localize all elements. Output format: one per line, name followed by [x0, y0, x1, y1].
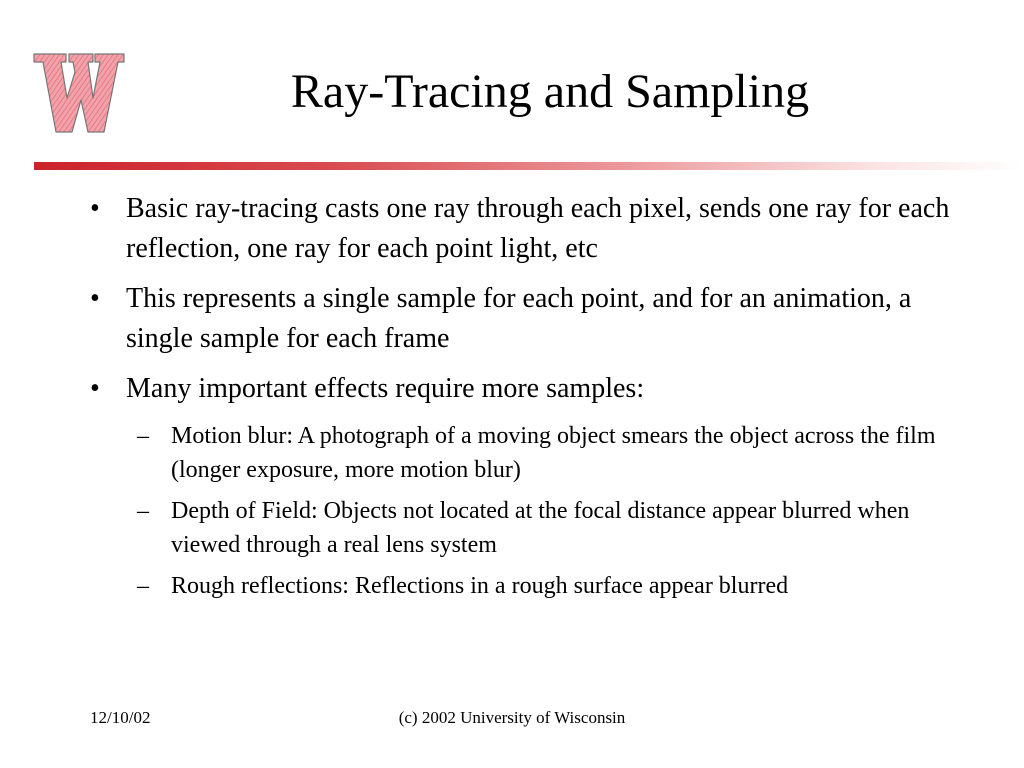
footer-copyright: (c) 2002 University of Wisconsin — [398, 708, 626, 727]
bullet-text: This represents a single sample for each point, and for an animation, a single sample for each frame — [126, 283, 912, 354]
sub-bullet-text: Motion blur: A photograph of a moving object smears the object across the film (longer exposure, more motion blur) — [171, 423, 936, 483]
sub-bullet-item — [84, 494, 964, 562]
sub-bullet-marker: – — [137, 423, 149, 449]
bullet-item — [84, 369, 964, 409]
bullet-marker: • — [90, 283, 100, 314]
sub-bullet-marker: – — [137, 573, 149, 599]
sub-bullet-marker: – — [137, 498, 149, 524]
wisconsin-w-logo-icon — [30, 40, 130, 140]
bullet-marker: • — [90, 193, 100, 224]
bullet-list — [84, 189, 964, 610]
sub-bullet-text: Depth of Field: Objects not located at the focal distance appear blurred when viewed through a real lens system — [171, 498, 910, 558]
slide-title: Ray-Tracing and Sampling — [290, 65, 810, 118]
bullet-marker: • — [90, 373, 100, 404]
bullet-item — [84, 279, 964, 359]
title-divider — [34, 162, 1024, 170]
bullet-text: Many important effects require more samples: — [126, 373, 645, 404]
sub-bullet-text: Rough reflections: Reflections in a rough surface appear blurred — [171, 573, 789, 599]
bullet-item — [84, 189, 964, 269]
sub-bullet-item — [84, 569, 964, 603]
bullet-text: Basic ray-tracing casts one ray through each pixel, sends one ray for each reflection, one ray for each point light, etc — [126, 193, 950, 264]
footer-date: 12/10/02 — [90, 708, 151, 727]
sub-bullet-item — [84, 419, 964, 487]
